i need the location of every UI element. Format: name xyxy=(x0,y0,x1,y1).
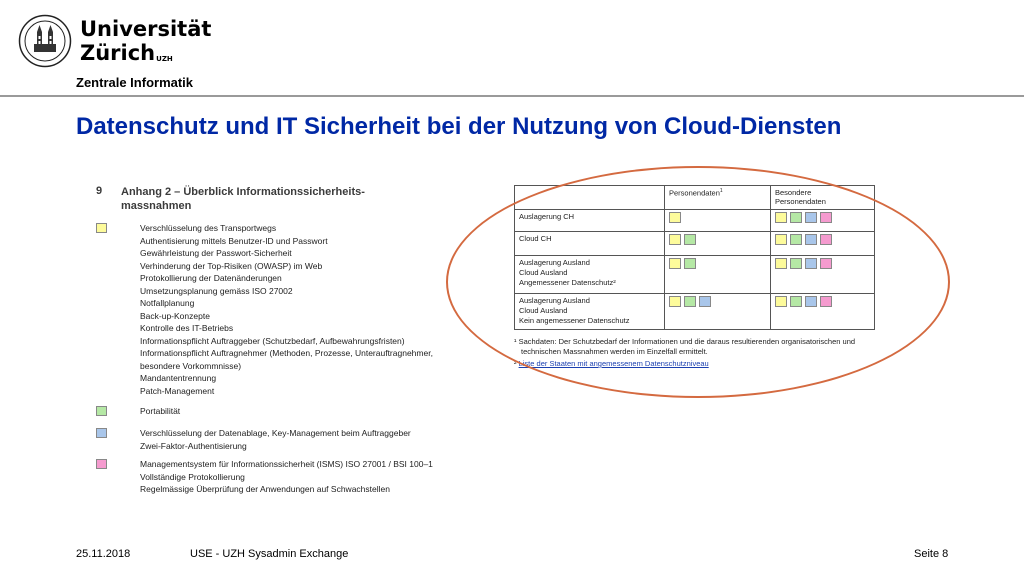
section-number: 9 xyxy=(96,185,103,197)
row-label: Auslagerung Ausland Cloud Ausland Kein angemessener Datenschutz xyxy=(515,294,665,330)
footer-event: USE - UZH Sysadmin Exchange xyxy=(190,548,349,560)
section-title: Anhang 2 – Überblick Informationssicherheits-massnahmen xyxy=(121,186,365,212)
legend-item: Umsetzungsplanung gemäss ISO 27002 xyxy=(140,285,293,296)
legend-item: Verhinderung der Top-Risiken (OWASP) im Web xyxy=(140,260,323,271)
university-name xyxy=(80,17,211,65)
legend-swatch-green xyxy=(96,406,107,416)
legend-swatch-yellow xyxy=(96,223,107,233)
legend-item: Protokollierung der Datenänderungen xyxy=(140,273,282,283)
slide-title: Datenschutz und IT Sicherheit bei der Nutzung von Cloud-Diensten xyxy=(76,113,842,140)
legend-item: Managementsystem für Informationssicherheit (ISMS) ISO 27001 / BSI 100–1 xyxy=(140,459,433,469)
footer-page: Seite 8 xyxy=(914,548,949,560)
footnote-1: ¹ Sachdaten: Der Schutzbedarf der Informationen und die daraus resultierenden organisatorischen und technischen Massnahmen werden im Einzelfall ermittelt. xyxy=(514,337,856,356)
row-label: Auslagerung Ausland Cloud Ausland Angemessener Datenschutz² xyxy=(515,256,665,294)
legend-item: Back-up-Konzepte xyxy=(140,310,210,321)
col-header-besondere: Besondere Personendaten xyxy=(771,186,875,210)
legend-swatch-blue xyxy=(96,428,107,438)
legend-item: Authentisierung mittels Benutzer-ID und Passwort xyxy=(140,235,328,246)
university-sup: UZH xyxy=(156,55,173,63)
legend-item: Verschlüsselung des Transportwegs xyxy=(140,223,277,233)
legend-item: Verschlüsselung der Datenablage, Key-Management beim Auftraggeber xyxy=(140,428,411,438)
legend-item: Mandantentrennung xyxy=(140,373,217,383)
department-name: Zentrale Informatik xyxy=(76,75,194,90)
col-header-personendaten: Personendaten$^1$ xyxy=(665,186,771,210)
legend-item: Notfallplanung xyxy=(140,298,195,308)
states-list-link[interactable]: Liste der Staaten mit angemessenem Datenschutzniveau xyxy=(518,359,709,368)
legend-item: Vollständige Protokollierung xyxy=(140,471,245,482)
uzh-seal-icon xyxy=(18,14,72,68)
legend-item: Portabilität xyxy=(140,406,181,416)
row-label: Cloud CH xyxy=(515,232,665,256)
highlight-ellipse xyxy=(446,166,950,398)
legend-item: Informationspflicht Auftraggeber (Schutzbedarf, Aufbewahrungsfristen) xyxy=(140,335,405,346)
legend-item: Patch-Management xyxy=(140,385,215,396)
row-label: Auslagerung CH xyxy=(515,210,665,232)
legend-item: Gewährleistung der Passwort-Sicherheit xyxy=(140,248,292,258)
legend-item: besondere Vorkommnisse) xyxy=(140,360,242,371)
footnote-2: ² Liste der Staaten mit angemessenem Datenschutzniveau xyxy=(514,359,709,368)
header-divider xyxy=(0,95,1024,97)
footer-date: 25.11.2018 xyxy=(76,548,131,560)
legend-item: Kontrolle des IT-Betriebs xyxy=(140,323,234,333)
legend-item: Informationspflicht Auftragnehmer (Methoden, Prozesse, Unterauftragnehmer, xyxy=(140,348,433,358)
legend-swatch-pink xyxy=(96,459,107,469)
legend-item: Regelmässige Überprüfung der Anwendungen auf Schwachstellen xyxy=(140,484,390,494)
university-line2: Zürich xyxy=(80,41,156,65)
legend-item: Zwei-Faktor-Authentisierung xyxy=(140,440,247,451)
university-line1: Universität xyxy=(80,17,212,41)
